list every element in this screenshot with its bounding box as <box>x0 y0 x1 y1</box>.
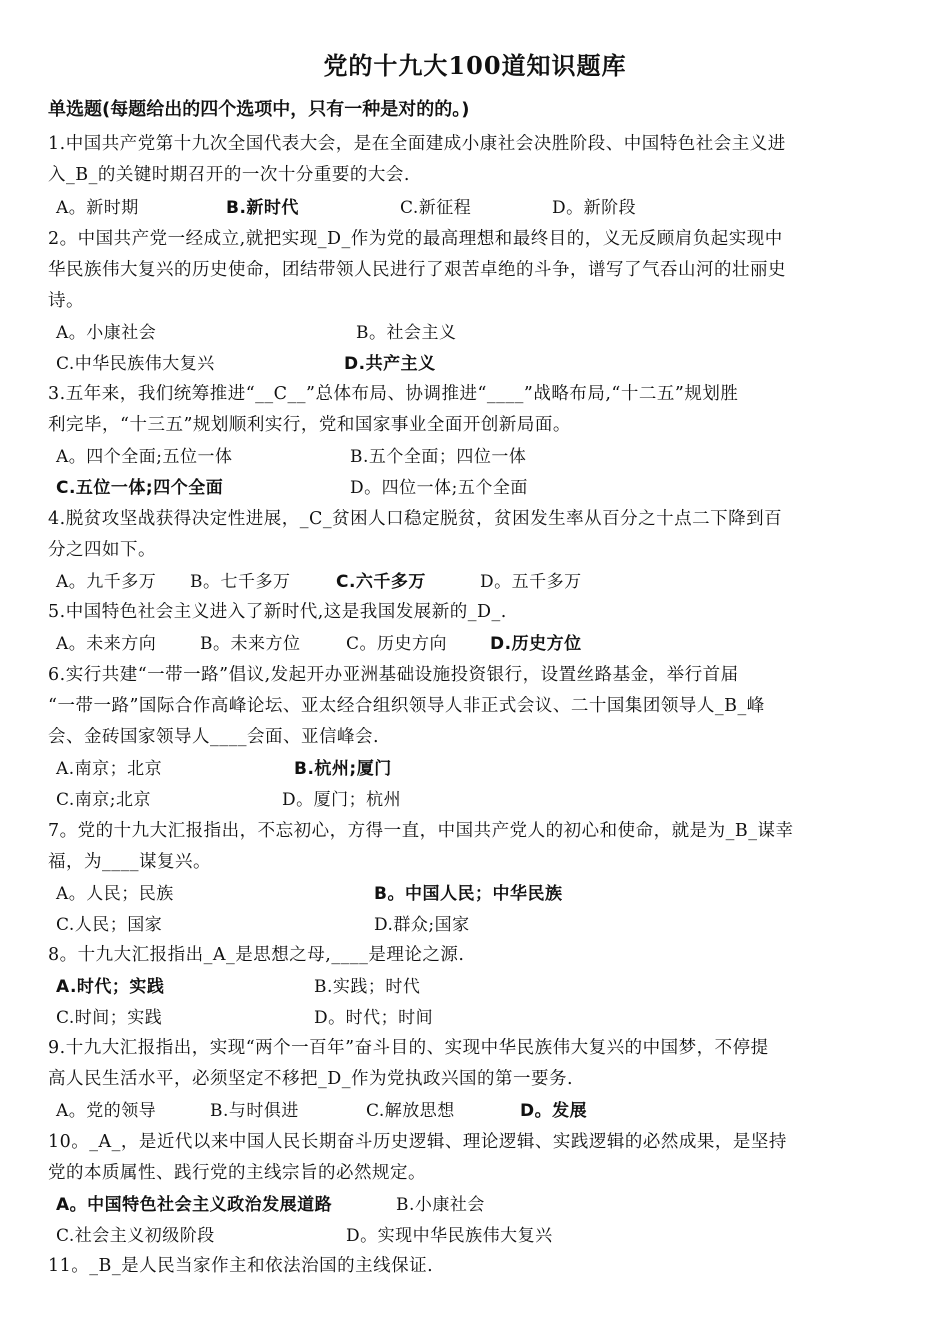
question-1-option-c: C.新征程 <box>400 198 472 218</box>
question-2-line-1: 2。中国共产党一经成立,就把实现_D_作为党的最高理想和最终目的，义无反顾肩负起实现中 <box>48 229 783 249</box>
question-8-option-a: A.时代；实践 <box>56 977 165 997</box>
question-6-option-a: A.南京；北京 <box>56 759 163 779</box>
question-8-option-b: B.实践；时代 <box>314 977 421 997</box>
question-4-option-b: B。七千多万 <box>190 572 291 592</box>
question-3-option-a: A。四个全面;五位一体 <box>56 447 233 467</box>
question-10-line-2: 党的本质属性、践行党的主线宗旨的必然规定。 <box>48 1163 426 1183</box>
question-5-option-d: D.历史方位 <box>490 634 582 654</box>
question-3-option-d: D。四位一体;五个全面 <box>350 478 528 498</box>
question-4-option-a: A。九千多万 <box>56 572 157 592</box>
question-3-line-2: 利完毕，“十三五”规划顺利实行，党和国家事业全面开创新局面。 <box>48 415 571 435</box>
question-5-line-1: 5.中国特色社会主义进入了新时代,这是我国发展新的_D_. <box>48 602 507 622</box>
question-1-option-d: D。新阶段 <box>552 198 637 218</box>
question-9-option-a: A。党的领导 <box>56 1101 157 1121</box>
question-11-line-1: 11。_B_是人民当家作主和依法治国的主线保证. <box>48 1256 434 1276</box>
question-7-option-c: C.人民；国家 <box>56 915 163 935</box>
question-10-option-a: A。中国特色社会主义政治发展道路 <box>56 1195 333 1215</box>
question-9-option-c: C.解放思想 <box>366 1101 455 1121</box>
question-8-option-c: C.时间；实践 <box>56 1008 163 1028</box>
question-4-option-d: D。五千多万 <box>480 572 582 592</box>
document-title: 党的十九大100道知识题库 <box>323 51 627 80</box>
question-1-option-b: B.新时代 <box>226 198 299 218</box>
question-9-line-1: 9.十九大汇报指出，实现“两个一百年”奋斗目的、实现中华民族伟大复兴的中国梦，不停提 <box>48 1038 769 1058</box>
question-10-line-1: 10。_A_，是近代以来中国人民长期奋斗历史逻辑、理论逻辑、实践逻辑的必然成果，是坚持 <box>48 1132 787 1152</box>
question-3-line-1: 3.五年来，我们统筹推进“__C__”总体布局、协调推进“____”战略布局,“十二五”规划胜 <box>48 384 739 404</box>
question-2-option-c: C.中华民族伟大复兴 <box>56 354 215 374</box>
question-2-option-b: B。社会主义 <box>356 323 457 343</box>
question-6-option-c: C.南京;北京 <box>56 790 152 810</box>
question-2-line-2: 华民族伟大复兴的历史使命，团结带领人民进行了艰苦卓绝的斗争，谱写了气吞山河的壮丽史 <box>48 260 786 280</box>
question-5-option-c: C。历史方向 <box>346 634 448 654</box>
question-8-option-d: D。时代；时间 <box>314 1008 434 1028</box>
question-5-option-a: A。未来方向 <box>56 634 157 654</box>
question-5-option-b: B。未来方位 <box>200 634 301 654</box>
question-7-option-b: B。中国人民；中华民族 <box>374 884 563 904</box>
question-2-option-d: D.共产主义 <box>344 354 436 374</box>
question-6-line-3: 会、金砖国家领导人____会面、亚信峰会. <box>48 727 380 747</box>
question-7-line-2: 福，为____谋复兴。 <box>48 852 211 872</box>
section-heading: 单选题(每题给出的四个选项中，只有一种是对的的。) <box>48 99 470 120</box>
question-1-option-a: A。新时期 <box>56 198 139 218</box>
question-10-option-c: C.社会主义初级阶段 <box>56 1226 215 1246</box>
question-6-line-1: 6.实行共建“一带一路”倡议,发起开办亚洲基础设施投资银行，设置丝路基金，举行首届 <box>48 665 739 685</box>
question-3-option-b: B.五个全面；四位一体 <box>350 447 527 467</box>
question-4-line-2: 分之四如下。 <box>48 540 156 560</box>
question-7-option-d: D.群众;国家 <box>374 915 470 935</box>
question-7-line-1: 7。党的十九大汇报指出，不忘初心，方得一直，中国共产党人的初心和使命，就是为_B_谋幸 <box>48 821 794 841</box>
question-1-line-2: 入_B_的关键时期召开的一次十分重要的大会. <box>48 165 410 185</box>
question-6-line-2: “一带一路”国际合作高峰论坛、亚太经合组织领导人非正式会议、二十国集团领导人_B_峰 <box>48 696 765 716</box>
question-4-line-1: 4.脱贫攻坚战获得决定性进展，_C_贫困人口稳定脱贫，贫困发生率从百分之十点二下降到百 <box>48 509 783 529</box>
question-3-option-c: C.五位一体;四个全面 <box>56 478 224 498</box>
question-2-option-a: A。小康社会 <box>56 323 157 343</box>
question-6-option-d: D。厦门；杭州 <box>282 790 402 810</box>
question-10-option-b: B.小康社会 <box>396 1195 485 1215</box>
question-8-line-1: 8。十九大汇报指出_A_是思想之母,____是理论之源. <box>48 945 465 965</box>
question-1-line-1: 1.中国共产党第十九次全国代表大会，是在全面建成小康社会决胜阶段、中国特色社会主义进 <box>48 134 786 154</box>
question-10-option-d: D。实现中华民族伟大复兴 <box>346 1226 553 1246</box>
question-9-option-b: B.与时俱进 <box>210 1101 299 1121</box>
question-7-option-a: A。人民；民族 <box>56 884 174 904</box>
question-4-option-c: C.六千多万 <box>336 572 426 592</box>
question-9-option-d: D。发展 <box>520 1101 588 1121</box>
question-2-line-3: 诗。 <box>48 291 84 311</box>
question-6-option-b: B.杭州;厦门 <box>294 759 392 779</box>
question-9-line-2: 高人民生活水平，必须坚定不移把_D_作为党执政兴国的第一要务. <box>48 1069 574 1089</box>
